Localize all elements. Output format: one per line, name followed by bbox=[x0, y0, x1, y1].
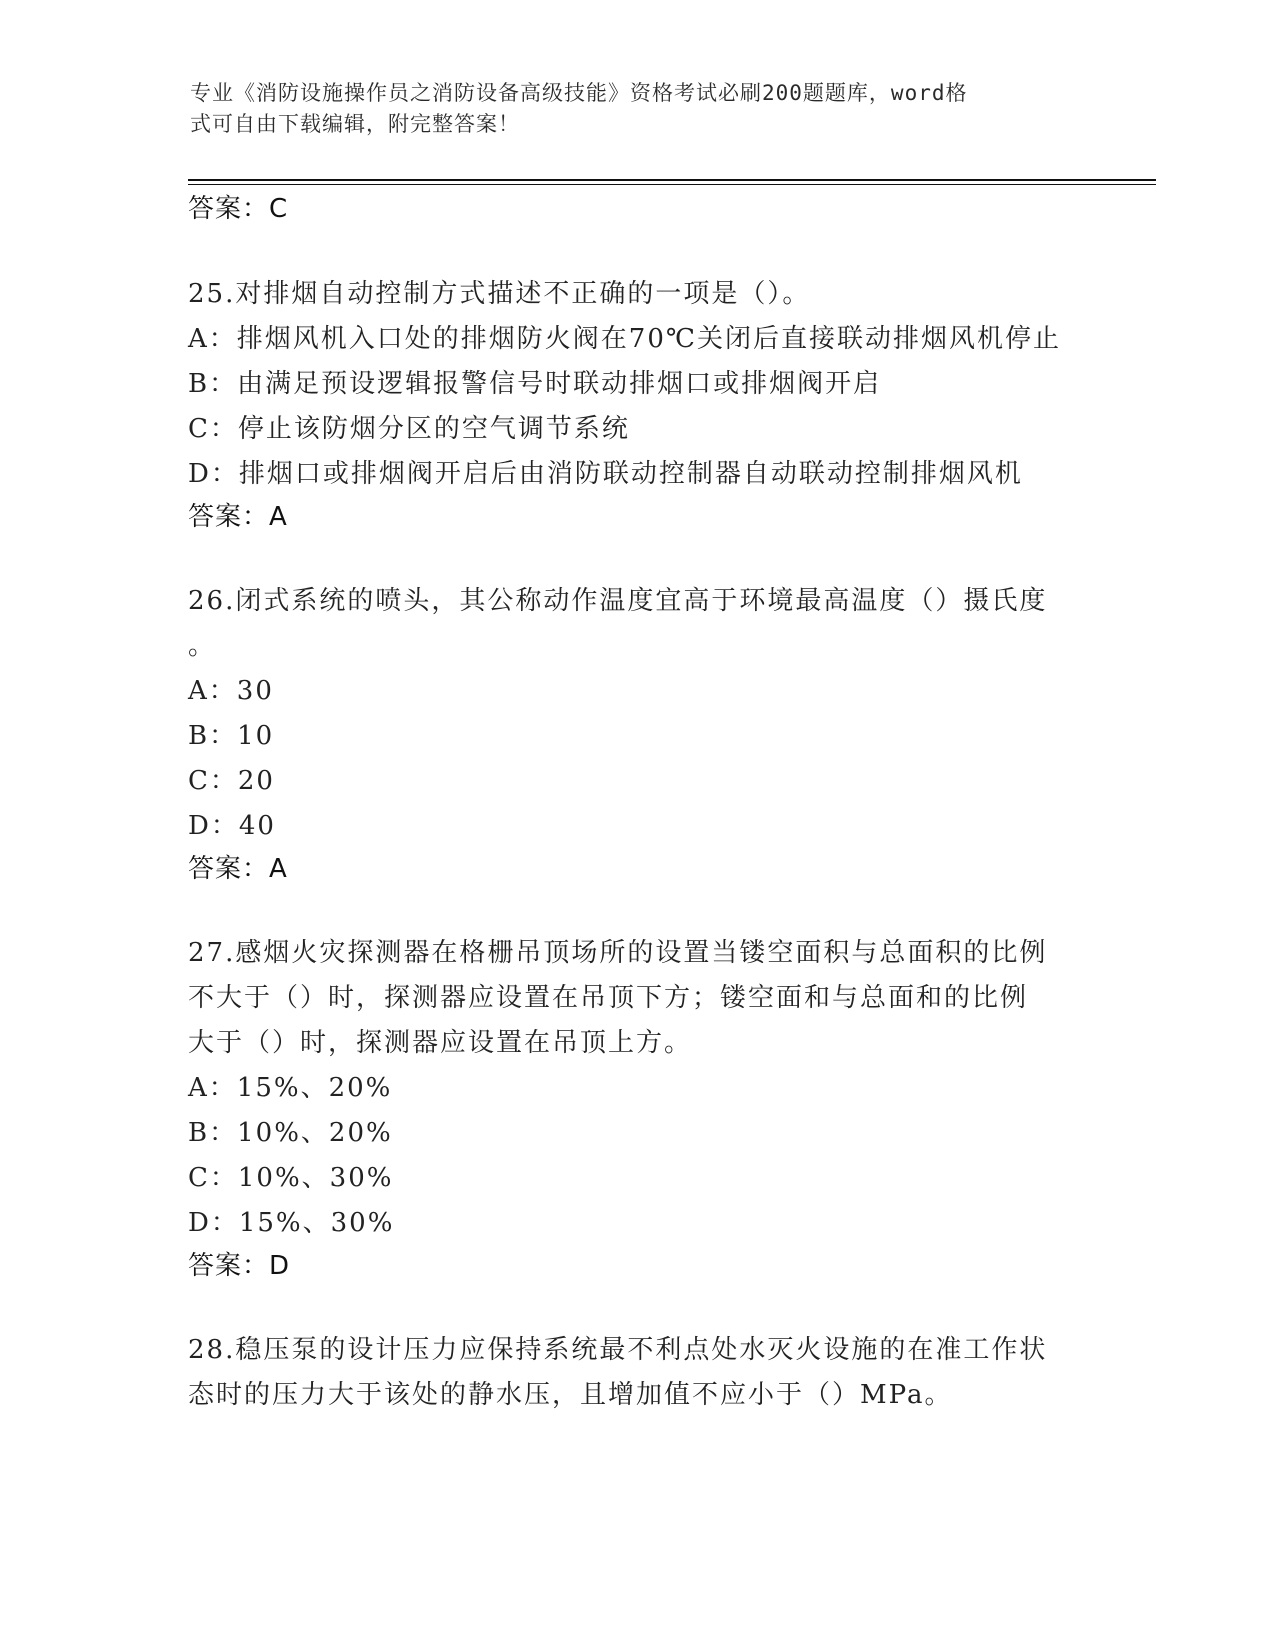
question-27-option-c: C：10%、30% bbox=[188, 1163, 394, 1193]
question-28-stem-line-2: 态时的压力大于该处的静水压，且增加值不应小于（）MPa。 bbox=[188, 1380, 953, 1410]
question-27-stem-line-2: 不大于（）时，探测器应设置在吊顶下方；镂空面和与总面和的比例 bbox=[188, 983, 1029, 1013]
question-26-option-a: A：30 bbox=[188, 676, 274, 706]
question-25-answer: 答案：A bbox=[188, 502, 288, 532]
header-line-1: 专业《消防设施操作员之消防设备高级技能》资格考试必刷200题题库，word格 bbox=[190, 81, 968, 105]
question-26-option-c: C：20 bbox=[188, 766, 275, 796]
header-divider-thin bbox=[188, 184, 1156, 185]
question-27-stem-line-3: 大于（）时，探测器应设置在吊顶上方。 bbox=[188, 1028, 693, 1058]
header-line-2: 式可自由下载编辑，附完整答案！ bbox=[190, 112, 520, 136]
question-26-answer: 答案：A bbox=[188, 854, 288, 884]
question-27-answer: 答案：D bbox=[188, 1251, 291, 1281]
document-header bbox=[190, 78, 1090, 140]
question-25-stem: 25.对排烟自动控制方式描述不正确的一项是（）。 bbox=[188, 279, 811, 309]
question-27-option-d: D：15%、30% bbox=[188, 1208, 395, 1238]
question-28-stem: 28.稳压泵的设计压力应保持系统最不利点处水灭火设施的在准工作状 bbox=[188, 1335, 1048, 1365]
question-27-stem: 27.感烟火灾探测器在格栅吊顶场所的设置当镂空面积与总面积的比例 bbox=[188, 938, 1048, 968]
question-26-stem: 26.闭式系统的喷头，其公称动作温度宜高于环境最高温度（）摄氏度 bbox=[188, 586, 1048, 616]
question-25-option-b: B：由满足预设逻辑报警信号时联动排烟口或排烟阀开启 bbox=[188, 369, 882, 399]
question-26-option-d: D：40 bbox=[188, 811, 276, 841]
header-divider-thick bbox=[188, 179, 1156, 181]
question-26-stem-continued: 。 bbox=[188, 631, 217, 661]
question-25-option-d: D：排烟口或排烟阀开启后由消防联动控制器自动联动控制排烟风机 bbox=[188, 459, 1023, 489]
question-27-option-a: A：15%、20% bbox=[188, 1073, 393, 1103]
previous-question-answer: 答案：C bbox=[188, 194, 289, 224]
question-26-option-b: B：10 bbox=[188, 721, 275, 751]
question-27-option-b: B：10%、20% bbox=[188, 1118, 393, 1148]
question-25-option-a: A：排烟风机入口处的排烟防火阀在70℃关闭后直接联动排烟风机停止 bbox=[188, 324, 1061, 354]
question-25-option-c: C：停止该防烟分区的空气调节系统 bbox=[188, 414, 630, 444]
